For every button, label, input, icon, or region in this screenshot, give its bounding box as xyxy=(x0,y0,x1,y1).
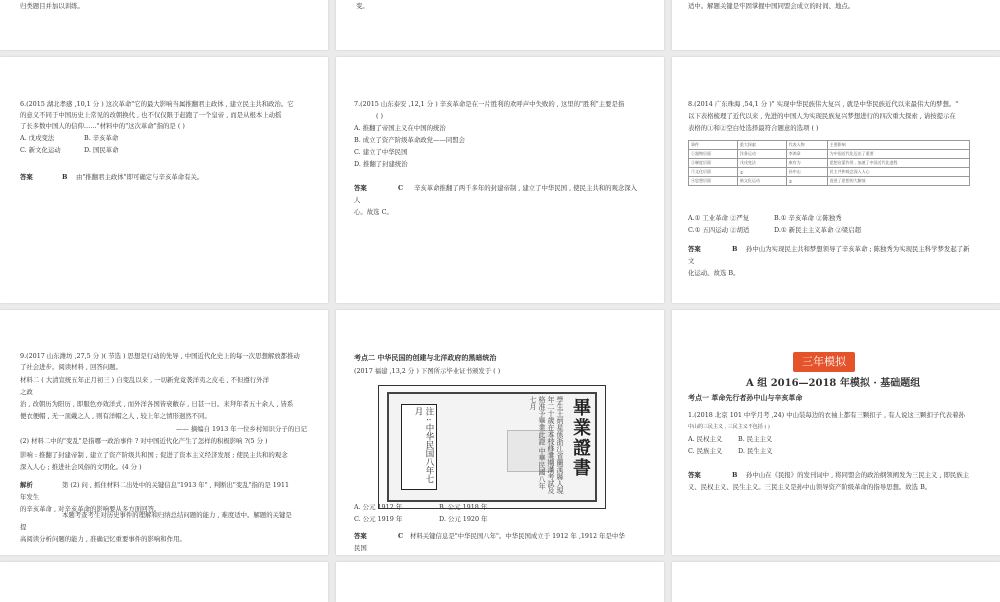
question-text: 中山的三民主义 , 三民主义不包括 ( ) xyxy=(688,424,770,430)
answer-key: C xyxy=(398,184,404,192)
table-cell: ① xyxy=(737,168,786,177)
question-text: 8.(2014 广东珠海 ,54,1 分 )" 实现中华民族伟大复兴 , 就是中华民族近代以来最伟大的梦想。" xyxy=(688,100,959,108)
answer-text: 孙中山在《民报》的发刊词中 , 将同盟会的政治纲领阐发为三民主义 , 即民族主 xyxy=(746,471,970,479)
three-year-mock-badge: 三年模拟 xyxy=(793,352,855,372)
option-c: C.① 五四运动 ②胡适 xyxy=(688,226,750,234)
answer-text: 人 xyxy=(354,196,361,204)
option-a: A. 戊戌变法 xyxy=(20,134,55,142)
analysis-text: 年发生 xyxy=(20,493,40,501)
question-text: 1.(2018 北京 101 中学月考 ,24) 中山装每边的衣袖上都有三颗扣子 , 有人说这三颗扣子代表着孙 xyxy=(688,411,965,419)
option-d: D. 推翻了封建统治 xyxy=(354,160,408,168)
option-a: A. 民权主义 xyxy=(688,435,723,443)
answer-label: 答案 xyxy=(354,184,367,192)
option-a: A. 公元 1912 年 xyxy=(354,503,403,511)
answer-key: C xyxy=(398,532,404,540)
table-cell: 主要影响 xyxy=(827,141,969,150)
certificate-note: 注 : 中华民国八年七月 xyxy=(401,404,437,490)
table-row xyxy=(689,150,970,159)
answer-label: 答案 xyxy=(20,173,33,181)
table-cell: 康有为 xyxy=(786,159,827,168)
page-thumbnail-1[interactable] xyxy=(0,0,328,50)
table-cell: 孙中山 xyxy=(786,168,827,177)
answer-label: 答案 xyxy=(354,532,367,540)
table-cell: ②制度层面 xyxy=(689,159,738,168)
table-cell: 代表人物 xyxy=(786,141,827,150)
option-d: D. 民生主义 xyxy=(738,447,773,455)
certificate-body-text: 學生王炳星係浙江省蘭溪縣人現年二十歲在本校修業期滿考試及格准予畢業此證 中華民國八年七月 xyxy=(529,396,564,494)
material-text: 治 , 改朝历为阳历 , 即服色亦效洋式 , 而外洋各国皆衰敝存 , 日甚一日。来拜年者五十余人 , 皆系 xyxy=(20,400,294,408)
table-cell: 新文化运动 xyxy=(737,177,786,186)
table-row xyxy=(689,141,970,150)
table-row xyxy=(689,177,970,186)
certificate-title: 畢業證書 xyxy=(570,398,591,478)
question-text: 的意义不同于中国历史上常见的改朝换代 , 也不仅仅限于赶跑了一个皇帝 , 而是从根本上动摇 xyxy=(20,111,282,119)
page-text: 归类题目并加以训练。 xyxy=(20,2,84,10)
analysis-text: 高阅读分析问题的能力 , 准确记忆重要事件的影响和作用。 xyxy=(20,535,186,543)
group-title: A 组 2016—2018 年模拟 · 基础题组 xyxy=(746,378,921,389)
question-text: 6.(2015 湖北孝感 ,10,1 分 ) 这次革命"它的最大影响当属推翻君主政体 , 建立民主共和政治。它 xyxy=(20,100,294,108)
analysis-text: 的辛亥革命 , 对辛亥革命的影响要从多方面回答。 xyxy=(20,505,161,513)
option-d: D.① 新民主主义革命 ②梁启超 xyxy=(774,226,862,234)
material-text: 便衣便帽 , 无一顶戴之人 , 则有洋帽之人 , 较上年之情形迥然不同。 xyxy=(20,412,211,420)
section-heading: 考点一 革命先行者孙中山与辛亥革命 xyxy=(688,393,803,402)
graduation-certificate-image xyxy=(378,385,606,509)
page-thumbnail-9[interactable] xyxy=(672,310,1000,555)
answer-text: 心。故选 C。 xyxy=(354,208,393,216)
answer-label: 答案 xyxy=(688,471,701,479)
option-b: B. 公元 1918 年 xyxy=(439,503,488,511)
answer-text: 辛亥革命推翻了两千多年的封建帝制 , 建立了中华民国 , 使民主共和的观念深入 xyxy=(414,184,638,192)
question-text: (2) 材料二中的"变乱"是指哪一政治事件 ? 对中国近代化产生了怎样的积极影响 ?(5 分 ) xyxy=(20,437,268,445)
table-cell: 思想启蒙作用 , 加速了中国近代化进程 xyxy=(827,159,969,168)
option-b: B. 辛亥革命 xyxy=(84,134,119,142)
page-text: 变。 xyxy=(356,2,369,10)
option-c: C. 建立了中华民国 xyxy=(354,148,408,156)
page-thumbnail-6[interactable] xyxy=(672,57,1000,303)
answer-text: 化运动。故选 B。 xyxy=(688,269,740,277)
page-thumbnail-11[interactable] xyxy=(336,562,664,602)
answer-text: 影响 : 推翻了封建帝制 , 建立了资产阶级共和国 ; 促进了资本主义经济发展 ; 使民主共和的观念 xyxy=(20,451,288,459)
answer-key: B xyxy=(732,245,738,253)
page-thumbnail-7[interactable] xyxy=(0,310,328,555)
page-thumbnail-2[interactable] xyxy=(336,0,664,50)
page-thumbnail-10[interactable] xyxy=(0,562,328,602)
option-c: C. 民族主义 xyxy=(688,447,723,455)
table-cell: 李鸿章 xyxy=(786,150,827,159)
option-b: B.① 辛亥革命 ②陈独秀 xyxy=(774,214,842,222)
option-c: C. 公元 1919 年 xyxy=(354,515,403,523)
page-thumbnail-3[interactable] xyxy=(672,0,1000,50)
option-d: D. 公元 1920 年 xyxy=(439,515,488,523)
option-b: B. 成立了资产阶级革命政党——同盟会 xyxy=(354,136,466,144)
material-source: —— 摘编自 1913 年一位乡村知识分子的日记 xyxy=(176,425,307,433)
table-cell: ② xyxy=(786,177,827,186)
analysis-text: 提 xyxy=(20,523,27,531)
table-cell: 重大探索 xyxy=(737,141,786,150)
analysis-label: 解析 xyxy=(20,481,33,489)
answer-text: 深入人心 ; 推进社会风俗的文明化。(4 分 ) xyxy=(20,463,142,471)
question-text: 表格的①和②空白处选择最符合题意的选项 ( ) xyxy=(688,124,819,132)
table-cell: 事件 xyxy=(689,141,738,150)
option-c: C. 新文化运动 xyxy=(20,146,61,154)
answer-key: B xyxy=(62,173,68,181)
question-text: 7.(2015 山东泰安 ,12,1 分 ) 辛亥革命是在一片胜利的欢呼声中失败的 , 这里的"胜利"主要是指 xyxy=(354,100,625,108)
answer-text: 义、民权主义、民生主义。三民主义是孙中山领导资产阶级革命的指导思想。故选 B。 xyxy=(688,483,932,491)
answer-text: 由"推翻君主政体"即可确定与辛亥革命有关。 xyxy=(76,173,204,181)
material-text: 材料二 ( 大清宣统五年正月初三 ) 自变乱以来 , 一切新党竟袭洋夷之皮毛 , 不但遵行外洋 xyxy=(20,376,269,384)
question-text: (2017 福建 ,13,2 分 ) 下图所示毕业证书颁发于 ( ) xyxy=(354,367,501,375)
table-cell: 为中国近代化迈出了重要 xyxy=(827,150,969,159)
table-cell: ③文化层面 xyxy=(689,168,738,177)
answer-text: 孙中山为实现民主共和梦想领导了辛亥革命 ; 陈独秀为实现民主科学梦发起了新 xyxy=(746,245,970,253)
analysis-text: 第 (2) 问 , 抓住材料二出处中的关键信息"1913 年" , 判断出"变乱"指的是 1911 xyxy=(62,481,290,489)
option-a: A. 推翻了帝国主义在中国的统治 xyxy=(354,124,446,132)
table-row xyxy=(689,159,970,168)
answer-label: 答案 xyxy=(688,245,701,253)
exploration-table xyxy=(688,140,970,186)
table-row xyxy=(689,168,970,177)
question-text: 以下表格梳理了近代以来 , 先进的中国人为实现民族复兴梦想进行的四次重大探索 , 请按提示在 xyxy=(688,112,956,120)
page-thumbnail-12[interactable] xyxy=(672,562,1000,602)
page-thumbnail-4[interactable] xyxy=(0,57,328,303)
section-heading: 考点二 中华民国的创建与北洋政府的黑暗统治 xyxy=(354,353,497,362)
option-d: D. 国民革命 xyxy=(84,146,119,154)
table-cell: 促进了思想的大解放 xyxy=(827,177,969,186)
table-cell: ①器物层面 xyxy=(689,150,738,159)
question-text: ( ) xyxy=(376,112,384,120)
page-text: 适中。解题关键是牢固掌握中国同盟会成立的时间、地点。 xyxy=(688,2,855,10)
answer-key: B xyxy=(732,471,738,479)
material-text: 之政 xyxy=(20,388,33,396)
answer-text: 材料关键信息是"中华民国八年"。中华民国成立于 1912 年 ,1912 年是中华 xyxy=(410,532,625,540)
table-cell: ④思想层面 xyxy=(689,177,738,186)
page-thumbnail-8[interactable] xyxy=(336,310,664,555)
option-a: A.① 工业革命 ②严复 xyxy=(688,214,750,222)
question-text: 了社会进步。阅读材料 , 回答问题。 xyxy=(20,363,122,371)
table-cell: 戊戌变法 xyxy=(737,159,786,168)
analysis-text: 本题考查考生对历史事件的理解和归纳总结问题的能力 , 难度适中。解题的关键是 xyxy=(62,511,292,519)
answer-text: 民国 xyxy=(354,544,367,552)
option-b: B. 民主主义 xyxy=(738,435,773,443)
page-thumbnail-5[interactable] xyxy=(336,57,664,303)
table-cell: 民主共和观念深入人心 xyxy=(827,168,969,177)
answer-text: 文 xyxy=(688,257,695,265)
table-cell: 洋务运动 xyxy=(737,150,786,159)
question-text: 了长多数中国人的信仰……"材料中的"这次革命"指的是 ( ) xyxy=(20,122,185,130)
question-text: 9.(2017 山东潍坊 ,27,5 分 )( 节选 ) 思想是行动的先导 , 中国近代化史上的每一次思想解放都推动 xyxy=(20,352,300,360)
